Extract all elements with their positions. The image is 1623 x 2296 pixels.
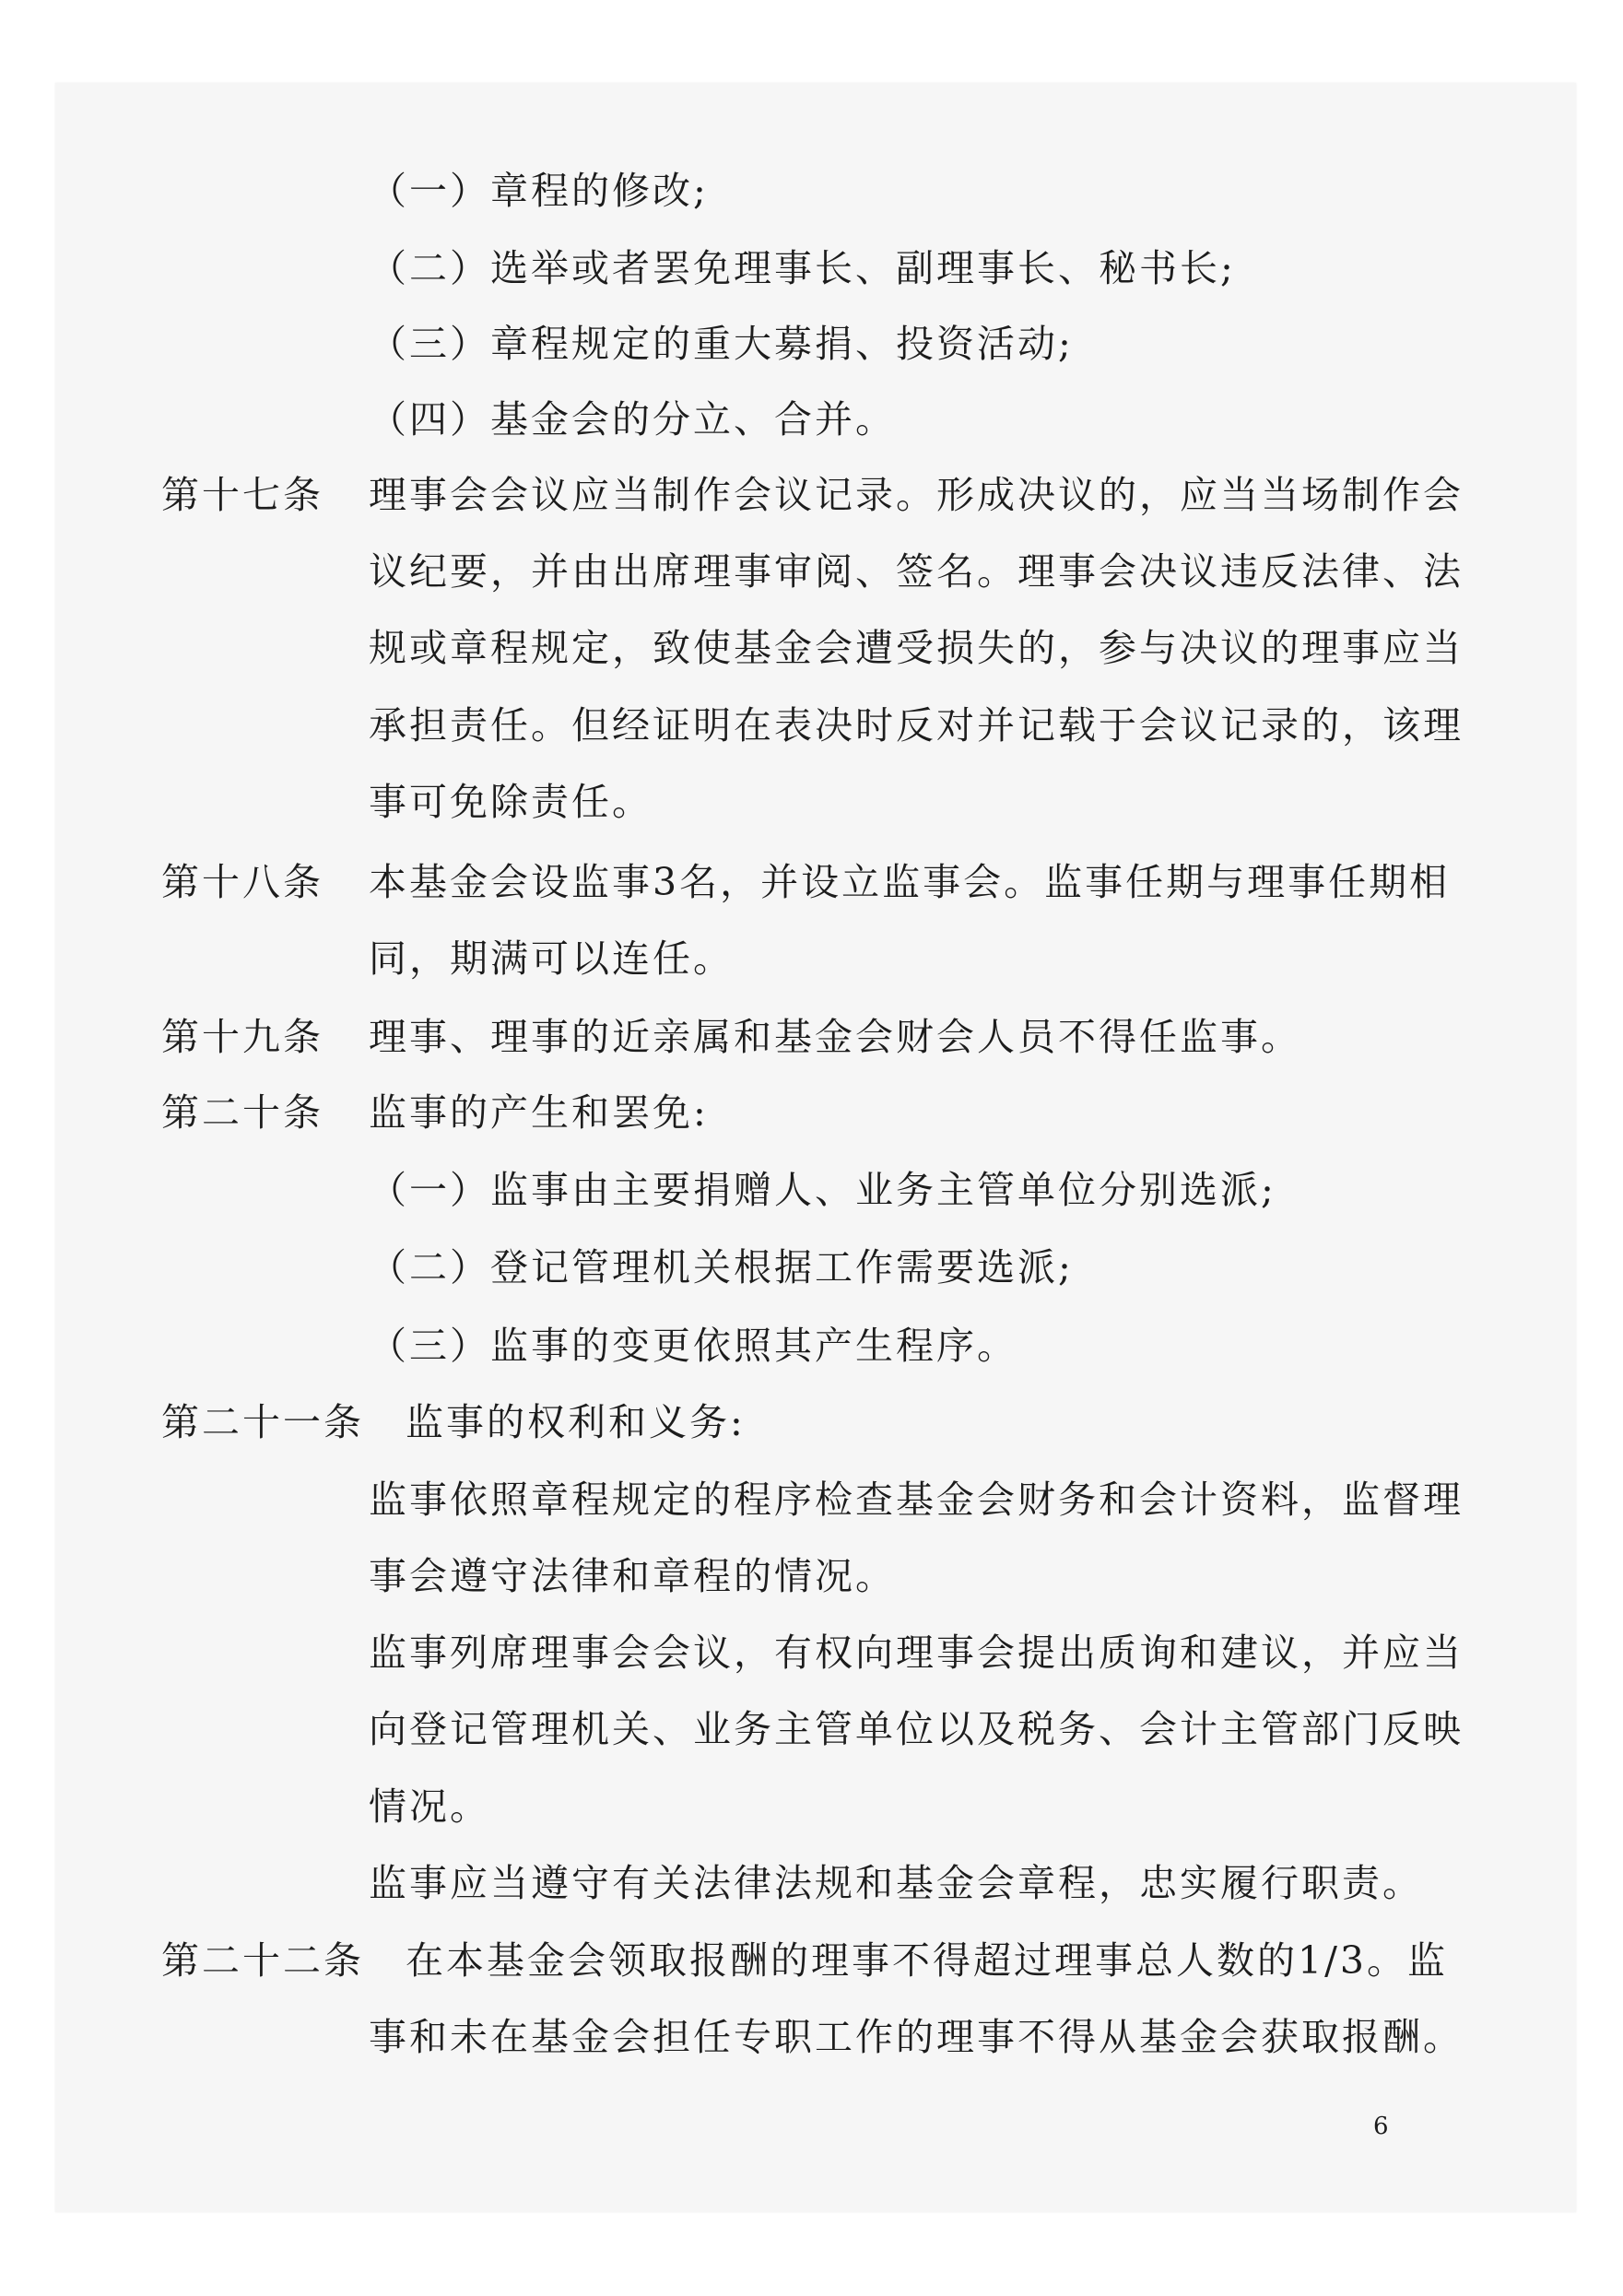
- text-line: 监事的产生和罢免:: [369, 1090, 709, 1135]
- text-line: （四）基金会的分立、合并。: [369, 397, 896, 442]
- text-line: 理事、理事的近亲属和基金会财会人员不得任监事。: [369, 1015, 1301, 1059]
- text-line: 监事依照章程规定的程序检查基金会财务和会计资料，监督理: [369, 1478, 1464, 1522]
- text-line: 承担责任。但经证明在表决时反对并记载于会议记录的，该理: [369, 703, 1464, 748]
- text-line: （一）监事由主要捐赠人、业务主管单位分别选派;: [369, 1168, 1276, 1212]
- article-heading-18: 第十八条: [161, 860, 323, 904]
- text-line: 同，期满可以连任。: [369, 936, 734, 981]
- text-line: （二）选举或者罢免理事长、副理事长、秘书长;: [369, 246, 1236, 290]
- text-line: （三）章程规定的重大募捐、投资活动;: [369, 322, 1074, 366]
- text-line: （一）章程的修改;: [369, 169, 709, 213]
- article-heading-17: 第十七条: [161, 473, 323, 517]
- article-heading-20: 第二十条: [161, 1090, 323, 1135]
- text-line: 情况。: [369, 1784, 490, 1829]
- text-line: 监事应当遵守有关法律法规和基金会章程，忠实履行职责。: [369, 1861, 1423, 1905]
- article-heading-19: 第十九条: [161, 1015, 323, 1059]
- text-line: 事和未在基金会担任专职工作的理事不得从基金会获取报酬。: [369, 2015, 1464, 2059]
- article-heading-22: 第二十二条: [161, 1938, 364, 1983]
- text-line: 监事的权利和义务:: [406, 1400, 746, 1444]
- text-line: 向登记管理机关、业务主管单位以及税务、会计主管部门反映: [369, 1707, 1464, 1751]
- text-line: 规或章程规定，致使基金会遭受损失的，参与决议的理事应当: [369, 626, 1464, 670]
- text-line: 本基金会设监事3名，并设立监事会。监事任期与理事任期相: [369, 860, 1451, 904]
- page-number: 6: [1373, 2113, 1389, 2140]
- text-line: 事会遵守法律和章程的情况。: [369, 1554, 896, 1598]
- article-heading-21: 第二十一条: [161, 1400, 364, 1444]
- text-line: 议纪要，并由出席理事审阅、签名。理事会决议违反法律、法: [369, 549, 1464, 594]
- text-line: 事可免除责任。: [369, 780, 653, 824]
- text-line: （三）监事的变更依照其产生程序。: [369, 1324, 1017, 1368]
- text-line: 在本基金会领取报酬的理事不得超过理事总人数的1/3。监: [406, 1938, 1448, 1983]
- text-line: （二）登记管理机关根据工作需要选派;: [369, 1245, 1074, 1289]
- text-line: 监事列席理事会会议，有权向理事会提出质询和建议，并应当: [369, 1631, 1464, 1675]
- text-line: 理事会会议应当制作会议记录。形成决议的，应当当场制作会: [369, 473, 1464, 517]
